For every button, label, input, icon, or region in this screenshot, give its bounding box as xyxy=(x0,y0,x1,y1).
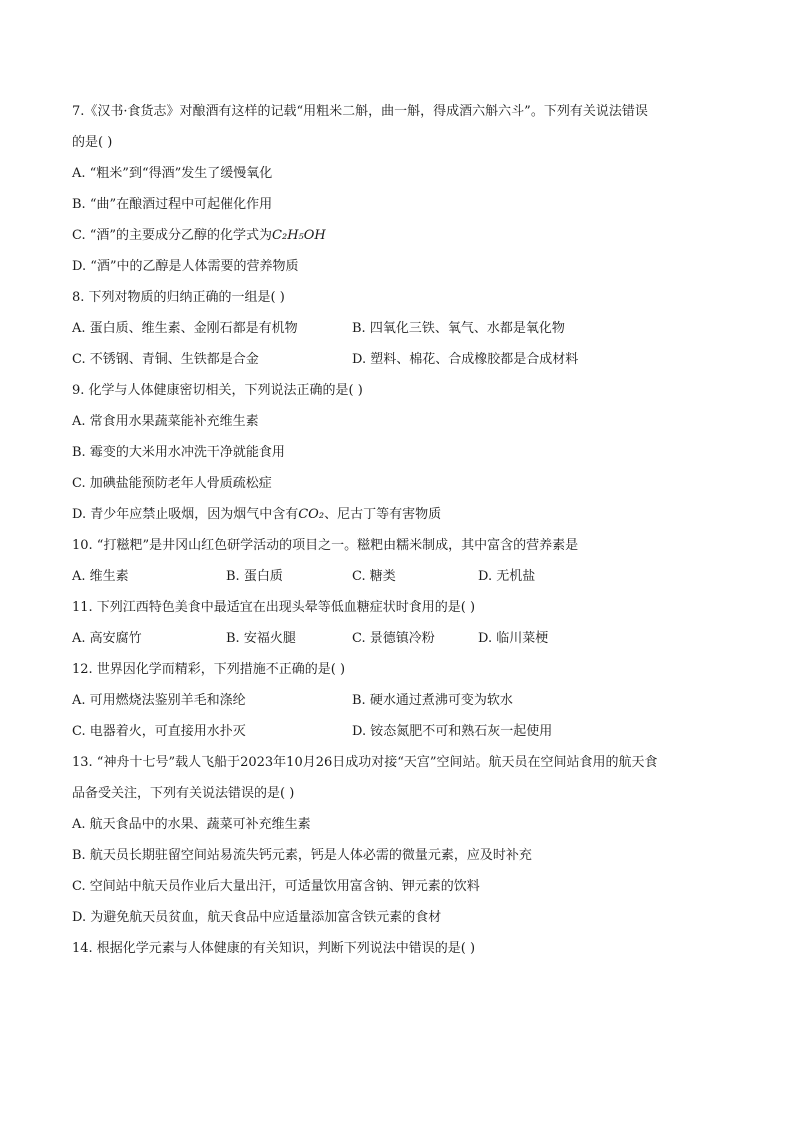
q10-option-d[interactable]: D. 无机盐 xyxy=(478,569,536,584)
q13-option-c[interactable]: C. 空间站中航天员作业后大量出汗，可适量饮用富含钠、钾元素的饮料 xyxy=(72,879,480,894)
q11-option-b[interactable]: B. 安福火腿 xyxy=(226,631,296,646)
q9-option-d[interactable] xyxy=(72,506,441,524)
q8-option-d[interactable]: D. 塑料、棉花、合成橡胶都是合成材料 xyxy=(352,352,579,367)
q8-stem: 8. 下列对物质的归纳正确的一组是( ) xyxy=(72,290,285,305)
q13-option-b[interactable]: B. 航天员长期驻留空间站易流失钙元素，钙是人体必需的微量元素，应及时补充 xyxy=(72,848,532,863)
q9-option-a[interactable]: A. 常食用水果蔬菜能补充维生素 xyxy=(72,414,259,429)
q13-stem-line2: 品备受关注，下列有关说法错误的是( ) xyxy=(72,786,295,801)
q9-stem: 9. 化学与人体健康密切相关，下列说法正确的是( ) xyxy=(72,383,363,398)
q12-option-d[interactable]: D. 铵态氮肥不可和熟石灰一起使用 xyxy=(352,724,553,739)
q8-option-c[interactable]: C. 不锈钢、青铜、生铁都是合金 xyxy=(72,352,259,367)
q10-option-b[interactable]: B. 蛋白质 xyxy=(226,569,283,584)
q9-option-d-formula: CO₂ xyxy=(298,507,325,522)
q13-stem-line1: 13. “神舟十七号”载人飞船于2023年10月26日成功对接“天宫”空间站。航天员在空间站食用的航天食 xyxy=(72,755,658,770)
q8-option-a[interactable]: A. 蛋白质、维生素、金刚石都是有机物 xyxy=(72,321,298,336)
q9-option-c[interactable]: C. 加碘盐能预防老年人骨质疏松症 xyxy=(72,476,272,491)
q9-option-b[interactable]: B. 霉变的大米用水冲洗干净就能食用 xyxy=(72,445,285,460)
q11-option-a[interactable]: A. 高安腐竹 xyxy=(72,631,142,646)
q7-option-b[interactable]: B. “曲”在酿酒过程中可起催化作用 xyxy=(72,197,273,212)
q10-option-c[interactable]: C. 糖类 xyxy=(352,569,396,584)
q11-stem: 11. 下列江西特色美食中最适宜在出现头晕等低血糖症状时食用的是( ) xyxy=(72,600,476,615)
q10-stem: 10. “打糍粑”是井冈山红色研学活动的项目之一。糍粑由糯米制成，其中富含的营养素是 xyxy=(72,538,579,553)
q9-option-d-text: D. 青少年应禁止吸烟，因为烟气中含有 xyxy=(72,507,299,522)
q7-option-d[interactable]: D. “酒”中的乙醇是人体需要的营养物质 xyxy=(72,259,299,274)
q12-option-c[interactable]: C. 电器着火，可直接用水扑灭 xyxy=(72,724,246,739)
q11-option-c[interactable]: C. 景德镇冷粉 xyxy=(352,631,435,646)
q11-option-d[interactable]: D. 临川菜梗 xyxy=(478,631,549,646)
q7-stem-line2: 的是( ) xyxy=(72,135,113,150)
q7-stem-line1: 7.《汉书·食货志》对酿酒有这样的记载“用粗米二斛，曲一斛，得成酒六斛六斗”。下列有关说法错误 xyxy=(72,104,648,119)
q7-option-a[interactable]: A. “粗米”到“得酒”发生了缓慢氧化 xyxy=(72,166,273,181)
q7-option-c-formula: C₂H₅OH xyxy=(272,228,326,243)
q12-stem: 12. 世界因化学而精彩，下列措施不正确的是( ) xyxy=(72,662,346,677)
q8-option-b[interactable]: B. 四氧化三铁、氧气、水都是氧化物 xyxy=(352,321,565,336)
q12-option-a[interactable]: A. 可用燃烧法鉴别羊毛和涤纶 xyxy=(72,693,246,708)
q13-option-d[interactable]: D. 为避免航天员贫血，航天食品中应适量添加富含铁元素的食材 xyxy=(72,910,442,925)
q10-option-a[interactable]: A. 维生素 xyxy=(72,569,129,584)
q7-option-c[interactable] xyxy=(72,227,326,245)
q14-stem: 14. 根据化学元素与人体健康的有关知识，判断下列说法中错误的是( ) xyxy=(72,941,476,956)
q12-option-b[interactable]: B. 硬水通过煮沸可变为软水 xyxy=(352,693,513,708)
q9-option-d-suffix: 、尼古丁等有害物质 xyxy=(324,507,442,522)
q13-option-a[interactable]: A. 航天食品中的水果、蔬菜可补充维生素 xyxy=(72,817,311,832)
q7-option-c-text: C. “酒”的主要成分乙醇的化学式为 xyxy=(72,228,273,243)
